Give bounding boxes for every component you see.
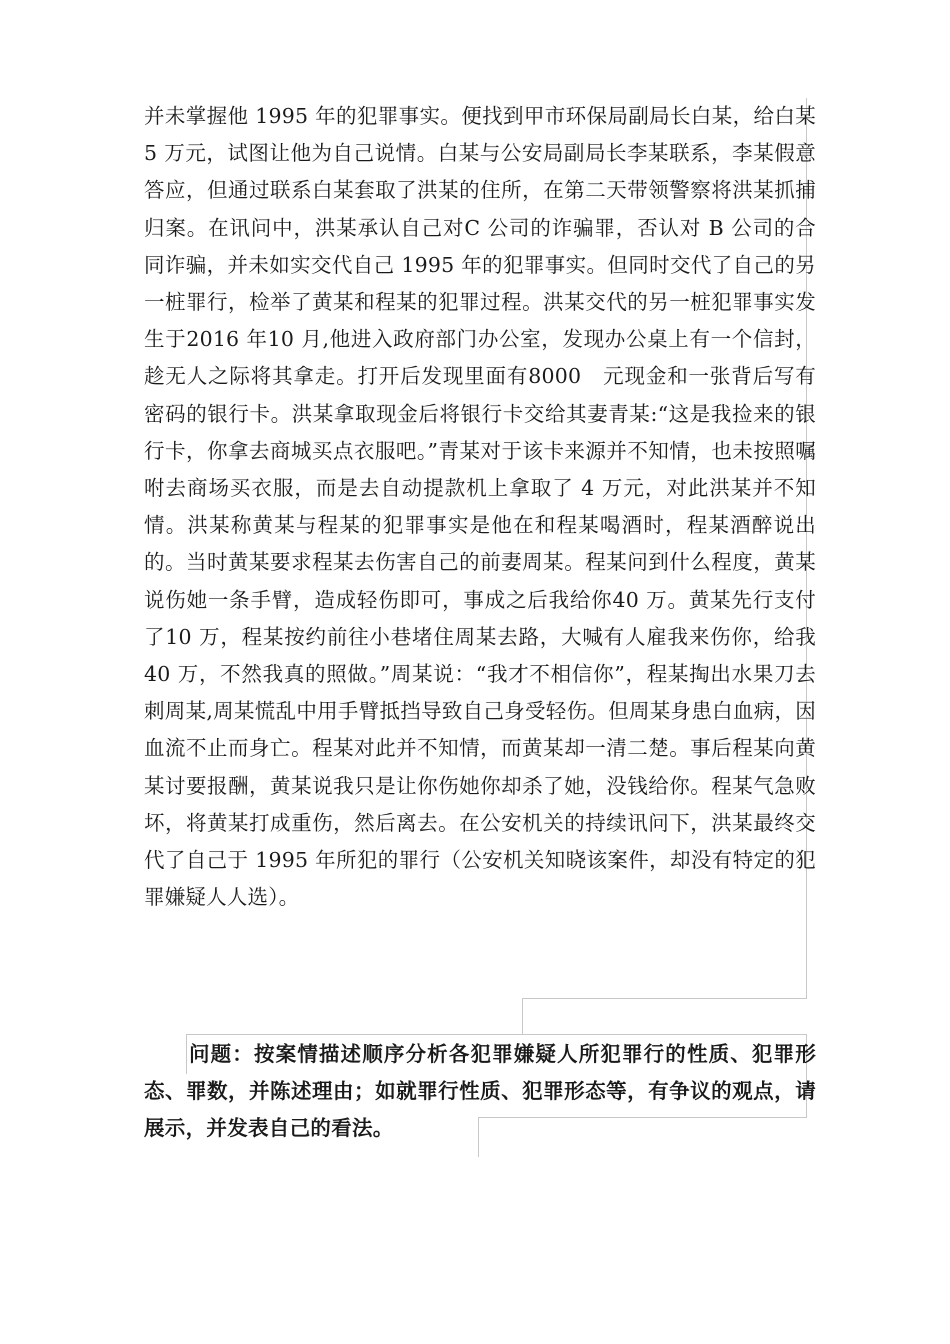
case-description-paragraph: 并未掌握他 1995 年的犯罪事实。便找到甲市环保局副局长白某，给白某 5 万元，试图让他为自己说情。白某与公安局副局长李某联系，李某假意答应，但通过联系白某套取了洪某的住所，在第二天带领警察将洪某抓捕归案。在讯问中，洪某承认自己对C 公司的诈骗罪，否认对 B 公司的合同诈骗，并未如实交代自己 1995 年的犯罪事实。但同时交代了自己的另一桩罪行，检举了黄某和程某的犯罪过程。洪某交代的另一桩犯罪事实发生于2016 年10 月,他进入政府部门办公室，发现办公桌上有一个信封，趁无人之际将其拿走。打开后发现里面有8000 元现金和一张背后写有密码的银行卡。洪某拿取现金后将银行卡交给其妻青某:“这是我捡来的银行卡，你拿去商城买点衣服吧。”青某对于该卡来源并不知情，也未按照嘱咐去商场买衣服，而是去自动提款机上拿取了 4 万元，对此洪某并不知情。洪某称黄某与程某的犯罪事实是他在和程某喝酒时，程某酒醉说出的。当时黄某要求程某去伤害自己的前妻周某。程某问到什么程度，黄某说伤她一条手臂，造成轻伤即可，事成之后我给你40 万。黄某先行支付了10 万，程某按约前往小巷堵住周某去路，大喊有人雇我来伤你，给我 40 万，不然我真的照做。”周某说：“我才不相信你”，程某掏出水果刀去刺周某,周某慌乱中用手臂抵挡导致自己身受轻伤。但周某身患白血病，因血流不止而身亡。程某对此并不知情，而黄某却一清二楚。事后程某向黄某讨要报酬，黄某说我只是让你伤她你却杀了她，没钱给你。程某气急败坏，将黄某打成重伤，然后离去。在公安机关的持续讯问下，洪某最终交代了自己于 1995 年所犯的罪行（公安机关知晓该案件，却没有特定的犯罪嫌疑人人选）。 [144,104,816,910]
frame-line [522,998,523,1034]
question-paragraph: 问题：按案情描述顺序分析各犯罪嫌疑人所犯罪行的性质、犯罪形态、罪数，并陈述理由；如就罪行性质、犯罪形态等，有争议的观点，请展示，并发表自己的看法。 [144,1042,816,1141]
frame-line [522,998,807,999]
frame-line [186,1034,806,1035]
